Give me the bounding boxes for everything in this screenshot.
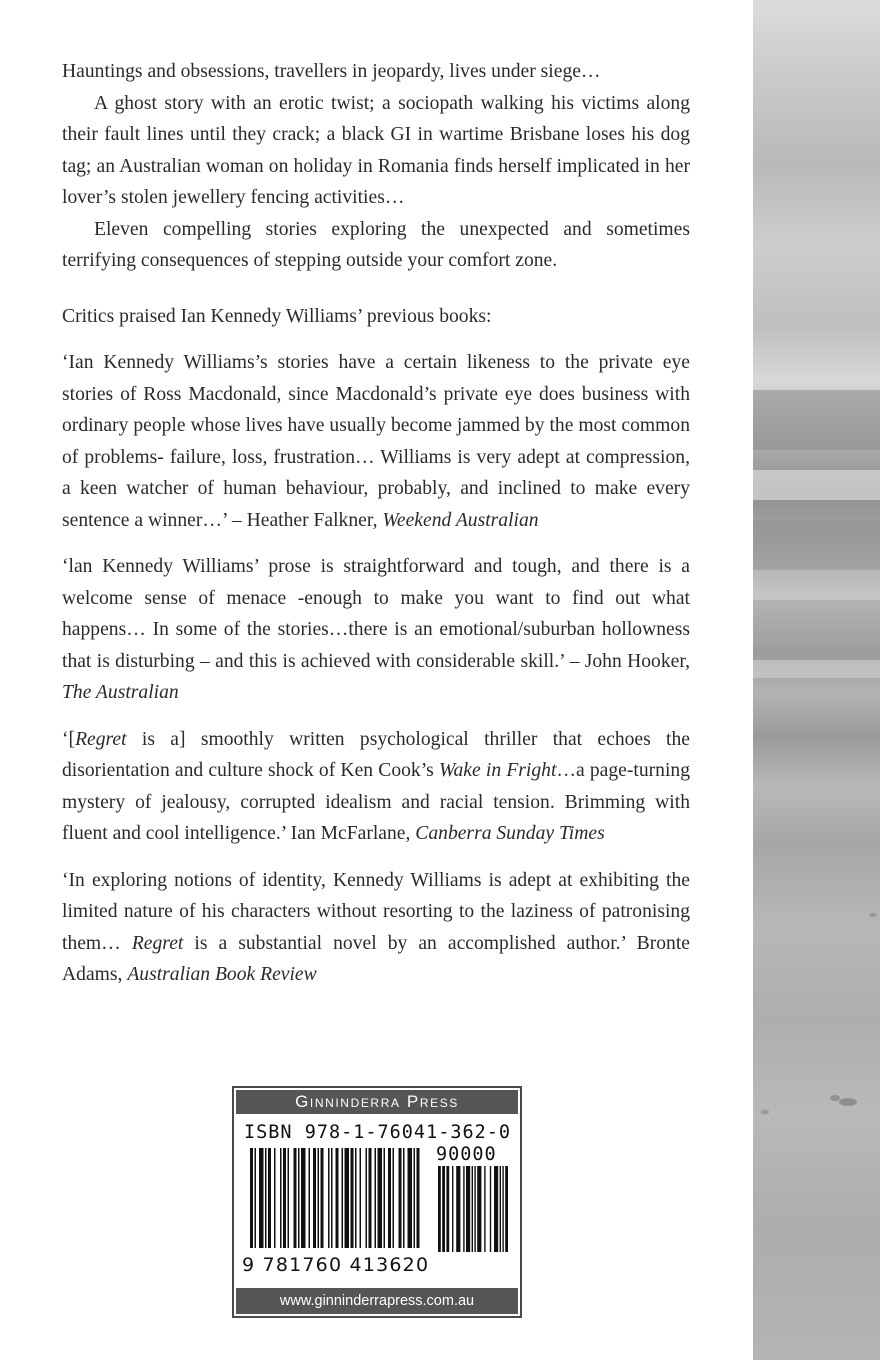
barcode-bar [331, 1148, 333, 1248]
review-4-source: Australian Book Review [127, 964, 317, 985]
review-3-open: ‘[ [62, 728, 76, 750]
review-4 [62, 865, 690, 991]
review-3-title-wake-in-fright: Wake in Fright [438, 760, 557, 781]
barcode-bar [366, 1148, 368, 1248]
addon-bar [477, 1166, 481, 1252]
barcode-bar [375, 1148, 377, 1248]
back-cover-text [62, 56, 690, 991]
isbn-barcode-block [232, 1086, 522, 1318]
barcode-bar [351, 1148, 354, 1248]
barcode-bar [268, 1148, 271, 1248]
addon-bar [474, 1166, 475, 1252]
barcode-bar [288, 1148, 290, 1248]
barcode-bar [301, 1148, 306, 1248]
beach-image [753, 0, 880, 1360]
critics-intro: Critics praised Ian Kennedy Williams’ previous books: [62, 305, 492, 327]
review-1-source: Weekend Australian [382, 509, 539, 531]
addon-bar [446, 1166, 449, 1252]
review-3-title-regret: Regret [75, 728, 127, 750]
barcode-bar [355, 1148, 357, 1248]
barcode-bar [360, 1148, 362, 1248]
barcode-digits: 9 781760 413620 [242, 1254, 430, 1276]
barcode-bar [280, 1148, 282, 1248]
barcode-bars [242, 1148, 512, 1254]
addon-bar [484, 1166, 485, 1252]
barcode-bar [369, 1148, 372, 1248]
barcode-bar [309, 1148, 311, 1248]
addon-bar [463, 1166, 464, 1252]
review-4-title-regret: Regret [131, 932, 184, 954]
addon-bar [466, 1166, 470, 1252]
review-2-quote: ‘lan Kennedy Williams’ prose is straightforward and tough, and there is a welcome sense of menace -enough to make you want to find out what happens… In some of the stories…there is an emotional/suburban hollowness that is disturbing – and this is achieved with considerable skill.’ – John Hooker, [62, 556, 690, 672]
barcode-bar [328, 1148, 330, 1248]
blurb-paragraph-1: A ghost story with an erotic twist; a sociopath walking his victims along their fault lines until they crack; a black GI in wartime Brisbane loses his dog tag; an Australian woman on holiday in Romania finds herself implicated in her lover’s stolen jewellery fencing activities… [62, 92, 690, 208]
barcode-bar [313, 1148, 316, 1248]
barcode-bar [342, 1148, 344, 1248]
barcode-bar [321, 1148, 324, 1248]
review-1-quote: ‘Ian Kennedy Williams’s stories have a certain likeness to the private eye stories of Ross Macdonald, since Macdonald’s private eye does business with ordinary people whose lives have usually become jammed by the most common of problems- failure, loss, frustration… Williams is very adept at compression, a keen watcher of human behaviour, probably, and inclined to make every sentence a winner…’ – Heather Falkner, [62, 352, 690, 531]
review-3 [62, 724, 690, 850]
tagline: Hauntings and obsessions, travellers in jeopardy, lives under siege… [62, 61, 601, 82]
review-4-part2: is a substantial novel by an accomplished author.’ Bronte Adams, [62, 932, 690, 985]
barcode-bar [265, 1148, 267, 1248]
addon-bar [472, 1166, 473, 1252]
barcode-bar [399, 1148, 402, 1248]
review-3-mid: is a] smoothly written psychological thriller that echoes the disorientation and culture shock of Ken Cook’s [62, 728, 690, 781]
cover-photo-beach [753, 0, 880, 1360]
isbn-number: ISBN 978-1-76041-362-0 [244, 1122, 512, 1143]
barcode-bar [259, 1148, 264, 1248]
barcode-bar [414, 1148, 416, 1248]
blurb-paragraph-2: Eleven compelling stories exploring the unexpected and sometimes terrifying consequences of stepping outside your comfort zone. [62, 218, 690, 271]
price-code: 90000 [436, 1144, 497, 1165]
publisher-name: Ginninderra Press [236, 1090, 518, 1114]
barcode-bar [255, 1148, 257, 1248]
barcode-bar [250, 1148, 253, 1248]
addon-bar [438, 1166, 441, 1252]
addon-bar [456, 1166, 460, 1252]
barcode-bar [283, 1148, 286, 1248]
barcode-bar [417, 1148, 420, 1248]
addon-bar [502, 1166, 503, 1252]
barcode-bar [274, 1148, 276, 1248]
review-3-source: Canberra Sunday Times [415, 823, 605, 844]
review-2 [62, 551, 690, 709]
barcode-bar [393, 1148, 395, 1248]
addon-bar [500, 1166, 501, 1252]
barcode-bar [345, 1148, 350, 1248]
addon-bar [452, 1166, 453, 1252]
barcode-bar [378, 1148, 383, 1248]
barcode-bar [336, 1148, 339, 1248]
barcode-bar [298, 1148, 300, 1248]
addon-bar [442, 1166, 445, 1252]
addon-bar [505, 1166, 508, 1252]
barcode-bar [408, 1148, 413, 1248]
barcode-bar [388, 1148, 391, 1248]
addon-bar [490, 1166, 491, 1252]
barcode-bar [318, 1148, 320, 1248]
addon-bar [494, 1166, 498, 1252]
review-2-source: The Australian [62, 682, 179, 703]
barcode-bar [384, 1148, 386, 1248]
barcode-bar [403, 1148, 405, 1248]
barcode-bar [294, 1148, 297, 1248]
publisher-website: www.ginninderrapress.com.au [236, 1288, 518, 1314]
review-3-rest: …a page-turning mystery of jealousy, corrupted idealism and racial tension. Brimming with fluent and cool intelligence.’ Ian McFarlane, [62, 760, 690, 844]
review-1 [62, 347, 690, 536]
review-4-part1: ‘In exploring notions of identity, Kennedy Williams is adept at exhibiting the limited nature of his characters without resorting to the laziness of patronising them… [62, 869, 690, 954]
